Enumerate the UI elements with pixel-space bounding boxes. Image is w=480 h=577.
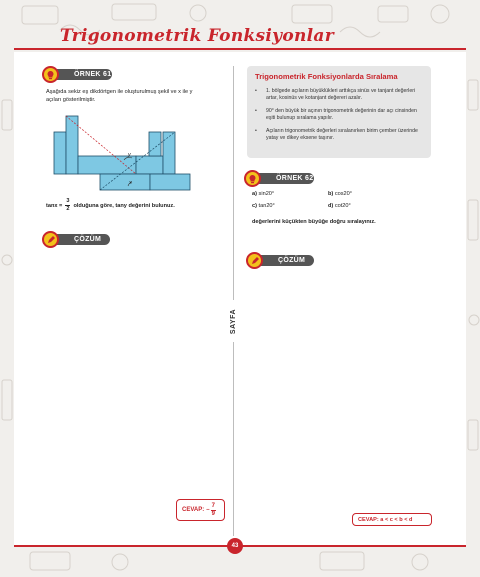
info-item-1-text: 1. bölgede açıların büyüklükleri arttıkça sinüs ve tanjant değerleri artar, kosinüs ve kotanjant değereri azalır. [266, 88, 416, 101]
info-item: • Açıların trigonometrik değerleri sıralanırken birim çember üzerinde yatay ve dikey eksene taşınır. [255, 128, 427, 142]
pencil-icon [42, 231, 59, 248]
answer-61-sign: – [206, 507, 210, 513]
angle-x-label: x [129, 180, 132, 186]
option-a-value: sin20° [258, 191, 275, 197]
chapter-title: Trigonometrik Fonksiyonlar [60, 26, 334, 46]
option-c [252, 202, 332, 210]
info-item-2-text: 90° den büyük bir açının trigonometrik değerinin dar açı cinsinden eşiti bulunup sıralama yapılır. [266, 108, 417, 121]
question-prefix: tanx = [46, 202, 63, 209]
side-tab-label: SAYFA [230, 308, 238, 334]
angle-y-label: y [128, 152, 131, 158]
example-61-intro [46, 88, 226, 104]
intro-line-1: Aşağıda sekiz eş dikdörtgen ile oluşturulmuş şekil ve x ile y [46, 89, 193, 95]
question-bulb-icon [42, 66, 59, 83]
info-item-3-text: Açıların trigonometrik değerleri sıralanırken birim çember üzerinde yatay ve dikey eksene taşınır. [266, 128, 418, 141]
option-d-value: cot20° [334, 203, 351, 209]
solution-61-label: ÇÖZÜM [50, 234, 110, 245]
example-62-question: değerlerini küçükten büyüğe doğru sıralayınız. [252, 219, 376, 225]
example-62-label: ÖRNEK 62 [252, 173, 314, 184]
intro-line-2: açıları gösterilmiştir. [46, 97, 96, 103]
page-number: 43 [227, 538, 243, 554]
example-61-question [46, 198, 175, 213]
info-box [247, 66, 431, 158]
header-rule [14, 48, 466, 50]
answer-61-numerator: 7 [211, 502, 215, 509]
answer-61-label: CEVAP: [182, 507, 205, 513]
question-suffix: olduğuna göre, tany değerini bulunuz. [73, 202, 175, 209]
answer-62-box: CEVAP: a < c < b < d [352, 513, 432, 526]
pencil-icon [246, 252, 263, 269]
answer-61-denominator: 9 [211, 510, 215, 517]
option-a-key: a) [252, 191, 257, 197]
rectangles-figure [50, 110, 200, 192]
question-bulb-icon [244, 170, 261, 187]
answer-61-fraction [211, 503, 216, 518]
info-title: Trigonometrik Fonksiyonlarda Sıralama [255, 72, 398, 81]
option-c-key: c) [252, 203, 257, 209]
option-d [328, 202, 408, 210]
option-b [328, 190, 408, 198]
option-b-value: cos20° [334, 191, 353, 197]
option-d-key: d) [328, 203, 334, 209]
answer-61-box [176, 499, 225, 521]
example-61-label: ÖRNEK 61 [50, 69, 112, 80]
question-fraction [65, 198, 70, 213]
option-a [252, 190, 332, 198]
info-item: • 90° den büyük bir açının trigonometrik değerinin dar açı cinsinden eşiti bulunup sıralama yapılır. [255, 108, 427, 122]
solution-62-label: ÇÖZÜM [254, 255, 314, 266]
side-tab [226, 300, 241, 342]
option-b-key: b) [328, 191, 334, 197]
question-numerator: 3 [66, 198, 70, 204]
option-c-value: tan20° [258, 203, 275, 209]
question-denominator: 2 [66, 206, 70, 212]
info-item: • 1. bölgede açıların büyüklükleri arttıkça sinüs ve tanjant değerleri artar, kosinüs ve kotanjant değereri azalır. [255, 88, 427, 102]
